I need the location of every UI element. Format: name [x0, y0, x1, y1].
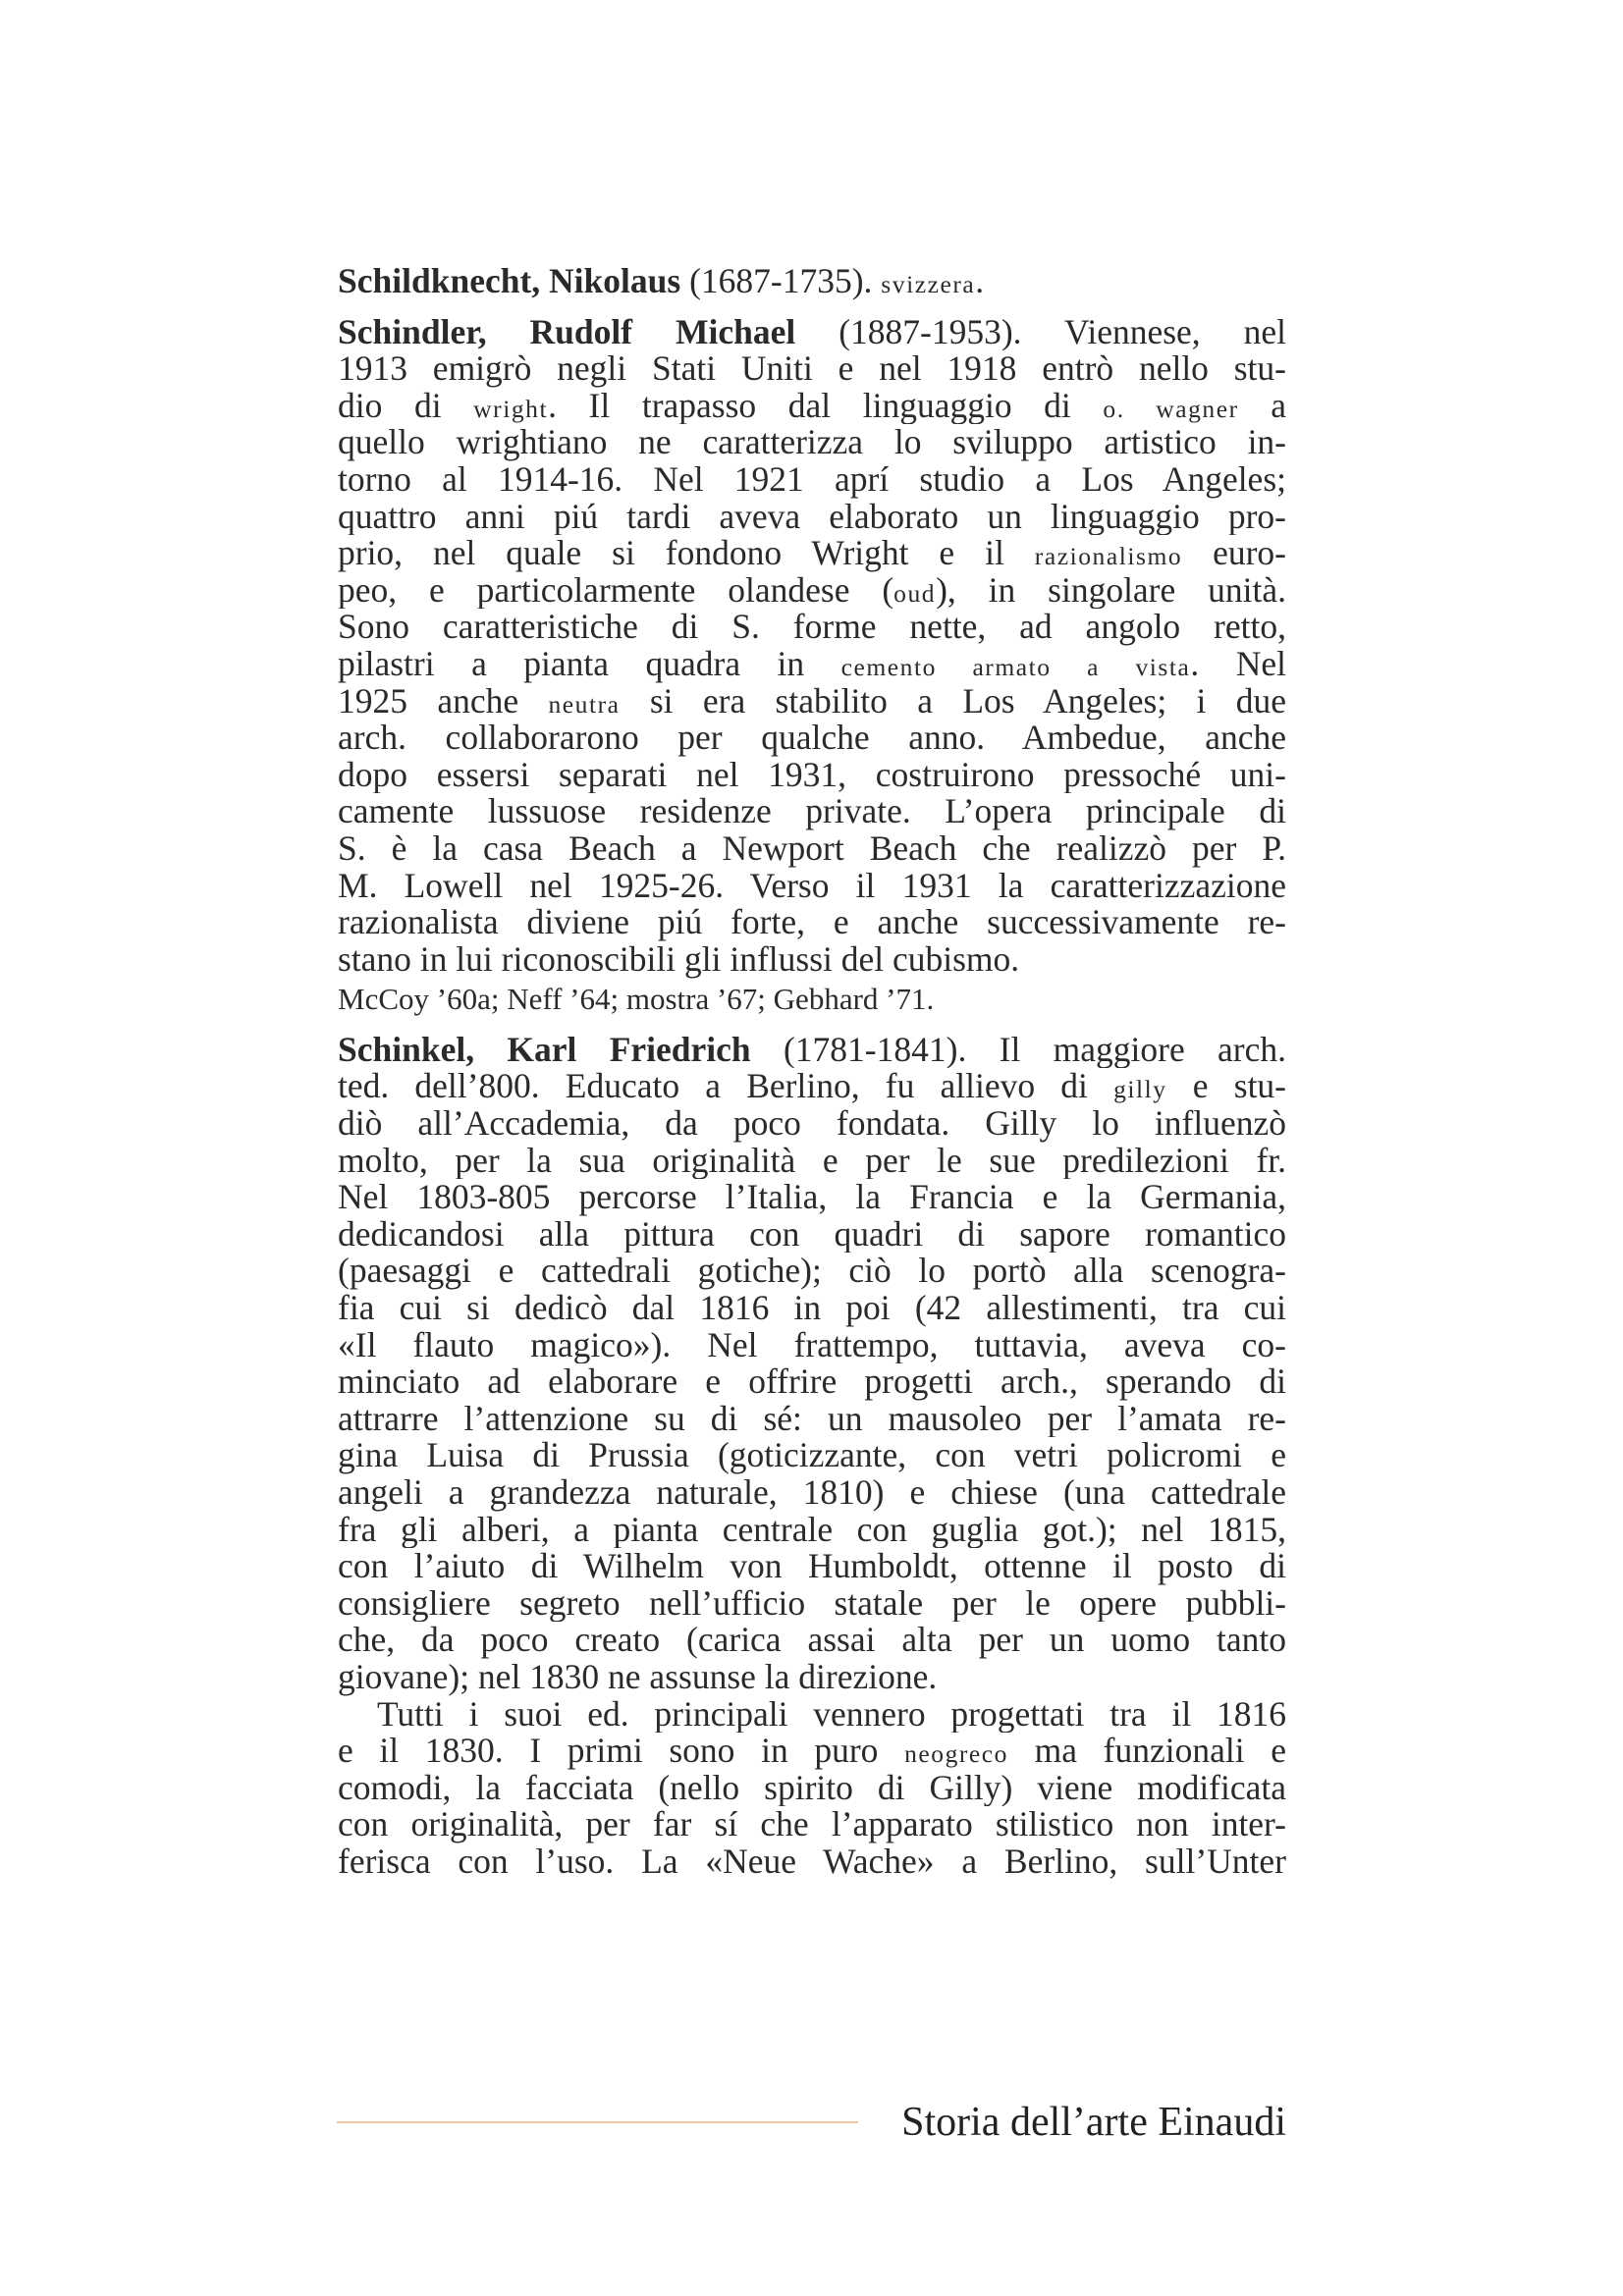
- text-run: euro-: [1182, 535, 1286, 572]
- text-run: Sono caratteristiche di S. forme nette, ad angolo retto,: [338, 609, 1286, 646]
- text-run: che, da poco creato (carica assai alta per un uomo tanto: [338, 1622, 1286, 1659]
- text-run: ma funzionali e: [1007, 1733, 1286, 1770]
- text-run: stano in lui riconoscibili gli influssi del cubismo.: [338, 938, 1020, 979]
- text-run: torno al 1914-16. Nel 1921 aprí studio a Los Angeles;: [338, 460, 1286, 499]
- dictionary-entry: [338, 314, 1286, 1018]
- text-run: fia cui si dedicò dal 1816 in poi (42 allestimenti, tra cui: [338, 1290, 1286, 1327]
- entry-headword: Schinkel, Karl Friedrich: [338, 1031, 751, 1069]
- text-run: (1687-1735).: [680, 261, 882, 300]
- text-line: [338, 1512, 1286, 1549]
- text-run: angeli a grandezza naturale, 1810) e chiese (una cattedrale: [338, 1474, 1286, 1512]
- text-run: giovane); nel 1830 ne assunse la direzione.: [338, 1656, 938, 1696]
- text-run: attrarre l’attenzione su di sé: un mausoleo per l’amata re-: [338, 1400, 1286, 1438]
- cross-reference: neogreco: [904, 1739, 1008, 1769]
- text-run: Tutti i suoi ed. principali vennero progettati tra il 1816: [377, 1695, 1286, 1734]
- text-run: camente lussuose residenze private. L’opera principale di: [338, 793, 1286, 830]
- text-run: comodi, la facciata (nello spirito di Gilly) viene modificata: [338, 1769, 1286, 1807]
- text-line: [338, 1806, 1286, 1843]
- cross-reference: svizzera: [881, 270, 976, 298]
- text-run: gina Luisa di Prussia (goticizzante, con vetri policromi e: [338, 1437, 1286, 1474]
- entry-headword: Schildknecht, Nikolaus: [338, 261, 681, 300]
- text-run: si era stabilito a Los Angeles; i due: [620, 682, 1286, 721]
- text-run: (1781-1841). Il maggiore arch.: [750, 1031, 1286, 1069]
- cross-reference: o. wagner: [1103, 394, 1239, 423]
- text-line: [338, 868, 1286, 905]
- cross-reference: neutra: [548, 689, 621, 719]
- text-run: e il 1830. I primi sono in puro: [338, 1733, 905, 1770]
- text-line: [338, 1733, 1286, 1770]
- text-run: prio, nel quale si fondono Wright e il: [338, 535, 1035, 572]
- entry-headword: Schindler, Rudolf Michael: [338, 313, 796, 351]
- text-run: pilastri a pianta quadra in: [338, 645, 841, 683]
- footer-title: Storia dell’arte Einaudi: [901, 2100, 1286, 2145]
- text-run: con originalità, per far sí che l’apparato stilistico non inter-: [338, 1806, 1286, 1843]
- cross-reference: cemento armato a vista: [840, 652, 1191, 681]
- text-line: [338, 683, 1286, 721]
- text-line: [338, 1143, 1286, 1180]
- footer-rule: [337, 2121, 858, 2123]
- text-run: quello wrightiano ne caratterizza lo sviluppo artistico in-: [338, 424, 1286, 461]
- text-run: «Il flauto magico»). Nel frattempo, tuttavia, aveva co-: [338, 1326, 1286, 1364]
- text-line: [338, 609, 1286, 646]
- dictionary-entry: [338, 263, 1286, 300]
- text-line: [338, 572, 1286, 610]
- text-line: [338, 1437, 1286, 1474]
- text-line: [338, 1401, 1286, 1438]
- text-run: diò all’Accademia, da poco fondata. Gilly lo influenzò: [338, 1105, 1286, 1143]
- text-run: (1887-1953). Viennese, nel: [795, 313, 1286, 351]
- text-line: [338, 535, 1286, 572]
- text-line: [338, 1253, 1286, 1290]
- text-run: dopo essersi separati nel 1931, costruirono pressoché uni-: [338, 756, 1286, 794]
- dictionary-entry: [338, 1032, 1286, 1881]
- text-run: fra gli alberi, a pianta centrale con guglia got.); nel 1815,: [338, 1511, 1286, 1549]
- text-line: [338, 1216, 1286, 1254]
- text-run: 1913 emigrò negli Stati Uniti e nel 1918 entrò nello stu-: [338, 350, 1286, 388]
- text-line: [338, 388, 1286, 425]
- text-line: [338, 1032, 1286, 1069]
- cross-reference: gilly: [1113, 1075, 1167, 1104]
- text-run: .: [975, 261, 985, 300]
- text-line: [338, 424, 1286, 461]
- text-run: ted. dell’800. Educato a Berlino, fu allievo di: [338, 1068, 1114, 1106]
- text-line: [338, 1696, 1286, 1734]
- text-run: con l’aiuto di Wilhelm von Humboldt, ottenne il posto di: [338, 1548, 1286, 1585]
- text-line: [338, 830, 1286, 868]
- text-line: [338, 1105, 1286, 1143]
- text-run: dedicandosi alla pittura con quadri di sapore romantico: [338, 1215, 1286, 1254]
- text-run: . Il trapasso dal linguaggio di: [548, 387, 1104, 425]
- text-line: [338, 263, 1286, 300]
- text-run: e stu-: [1166, 1068, 1286, 1106]
- text-run: ), in singolare unità.: [936, 571, 1286, 610]
- text-line: [338, 1656, 1286, 1696]
- text-line: [338, 461, 1286, 499]
- text-line: [338, 1474, 1286, 1512]
- text-line: [338, 646, 1286, 683]
- text-line: [338, 499, 1286, 536]
- text-line: [338, 1179, 1286, 1216]
- text-run: arch. collaborarono per qualche anno. Ambedue, anche: [338, 720, 1286, 757]
- text-line: [338, 1068, 1286, 1105]
- entry-gap: [338, 300, 1286, 314]
- text-run: consigliere segreto nell’ufficio statale per le opere pubbli-: [338, 1584, 1286, 1623]
- entry-gap: [338, 1018, 1286, 1032]
- text-run: M. Lowell nel 1925-26. Verso il 1931 la caratterizzazione: [338, 867, 1286, 905]
- text-line: [338, 1327, 1286, 1364]
- cross-reference: razionalismo: [1034, 542, 1183, 571]
- text-run: a: [1238, 387, 1286, 425]
- text-run: S. è la casa Beach a Newport Beach che realizzò per P.: [338, 829, 1286, 868]
- text-line: [338, 1585, 1286, 1623]
- text-line: [338, 1622, 1286, 1659]
- text-line: [338, 1363, 1286, 1401]
- text-line: [338, 938, 1286, 979]
- text-line: [338, 1548, 1286, 1585]
- text-line: [338, 757, 1286, 794]
- text-run: peo, e particolarmente olandese (: [338, 571, 894, 610]
- cross-reference: oud: [893, 578, 937, 608]
- text-run: (paesaggi e cattedrali gotiche); ciò lo portò alla scenogra-: [338, 1253, 1286, 1291]
- text-run: dio di: [338, 387, 474, 425]
- text-run: 1925 anche: [338, 682, 549, 721]
- text-run: . Nel: [1190, 645, 1286, 683]
- text-line: [338, 1770, 1286, 1807]
- text-run: razionalista diviene piú forte, e anche successivamente re-: [338, 904, 1286, 941]
- text-line: [338, 1843, 1286, 1881]
- text-line: [338, 793, 1286, 830]
- text-run: ferisca con l’uso. La «Neue Wache» a Berlino, sull’Unter: [338, 1842, 1286, 1881]
- text-run: Nel 1803-805 percorse l’Italia, la Francia e la Germania,: [338, 1179, 1286, 1216]
- entry-text-block: [338, 263, 1286, 1881]
- text-line: [338, 350, 1286, 388]
- cross-reference: wright: [473, 394, 549, 423]
- text-line: [338, 720, 1286, 757]
- text-line: [338, 1290, 1286, 1327]
- text-run: molto, per la sua originalità e per le sue predilezioni fr.: [338, 1142, 1286, 1180]
- text-run: quattro anni piú tardi aveva elaborato un linguaggio pro-: [338, 498, 1286, 536]
- bibliography-line: McCoy ’60a; Neff ’64; mostra ’67; Gebhard ’71.: [338, 982, 935, 1017]
- text-line: [338, 314, 1286, 351]
- text-run: minciato ad elaborare e offrire progetti arch., sperando di: [338, 1363, 1286, 1401]
- text-line: [338, 904, 1286, 941]
